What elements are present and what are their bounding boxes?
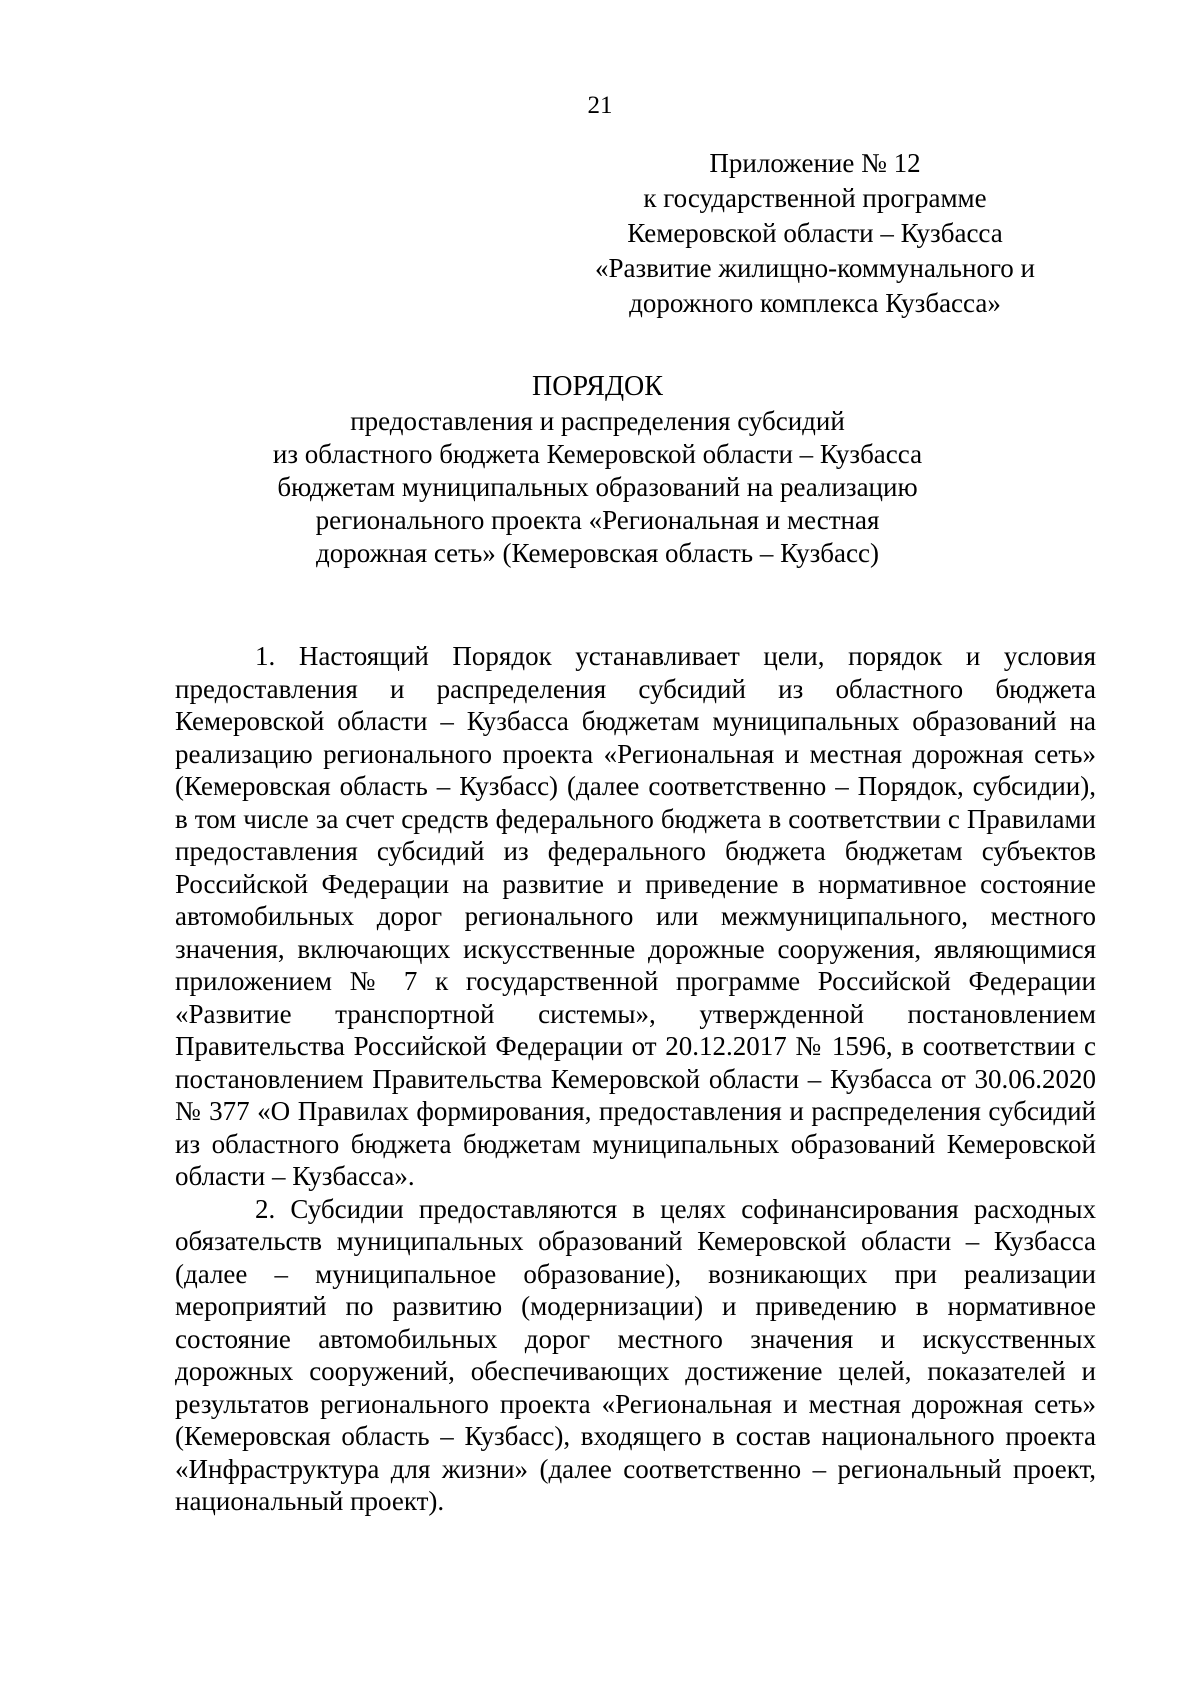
appendix-header — [535, 146, 1095, 321]
appendix-line-3: Кемеровской области – Кузбасса — [627, 218, 1003, 248]
title-line-4: регионального проекта «Региональная и местная — [315, 505, 880, 535]
title-line-2: из областного бюджета Кемеровской области – Кузбасса — [272, 439, 923, 469]
paragraph-1: 1. Настоящий Порядок устанавливает цели, порядок и условия предоставления и распределения субсидий из областного бюджета Кемеровской области – Кузбасса бюджетам муниципальных образований на реализацию регионального проекта «Региональная и местная дорожная сеть» (Кемеровская область – Кузбасс) (далее соответственно – Порядок, субсидии), в том числе за счет средств федерального бюджета в соответствии с Правилами предоставления субсидий из федерального бюджета бюджетам субъектов Российской Федерации на развитие и приведение в нормативное состояние автомобильных дорог регионального или межмуниципального, местного значения, включающих искусственные дорожные сооружения, являющимися приложением № 7 к государственной программе Российской Федерации «Развитие транспортной системы», утвержденной постановлением Правительства Российской Федерации от 20.12.2017 № 1596, в соответствии с постановлением Правительства Кемеровской области – Кузбасса от 30.06.2020 № 377 «О Правилах формирования, предоставления и распределения субсидий из областного бюджета бюджетам муниципальных образований Кемеровской области – Кузбасса». — [175, 641, 1096, 1191]
document-title — [175, 370, 1020, 570]
appendix-line-5: дорожного комплекса Кузбасса» — [629, 288, 1001, 318]
title-line-5: дорожная сеть» (Кемеровская область – Кузбасс) — [316, 538, 879, 568]
title-line-3: бюджетам муниципальных образований на реализацию — [277, 472, 918, 502]
appendix-line-1: Приложение № 12 — [709, 148, 921, 178]
title-heading: ПОРЯДОК — [532, 371, 663, 402]
title-line-1: предоставления и распределения субсидий — [350, 406, 845, 436]
page-number: 21 — [587, 92, 613, 119]
appendix-line-4: «Развитие жилищно-коммунального и — [594, 253, 1035, 283]
document-body — [175, 640, 1096, 1518]
appendix-line-2: к государственной программе — [643, 183, 987, 213]
paragraph-2: 2. Субсидии предоставляются в целях софинансирования расходных обязательств муниципальных образований Кемеровской области – Кузбасса (далее – муниципальное образование), возникающих при реализации мероприятий по развитию (модернизации) и приведению в нормативное состояние автомобильных дорог местного значения и искусственных дорожных сооружений, обеспечивающих достижение целей, показателей и результатов регионального проекта «Региональная и местная дорожная сеть» (Кемеровская область – Кузбасс), входящего в состав национального проекта «Инфраструктура для жизни» (далее соответственно – региональный проект, национальный проект). — [175, 1193, 1096, 1516]
